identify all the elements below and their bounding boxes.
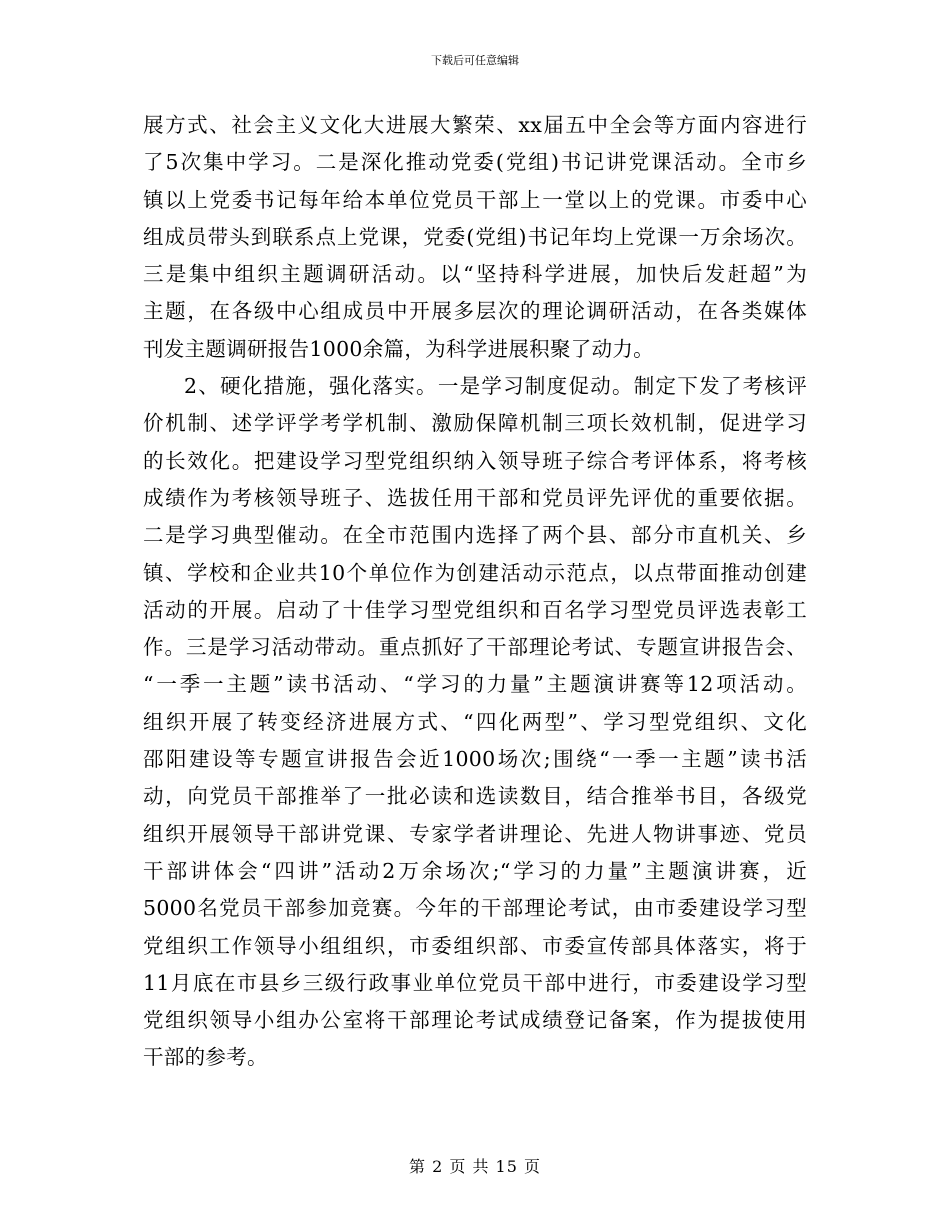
body-line: 了5次集中学习。二是深化推动党委(党组)书记讲党课活动。全市乡 bbox=[143, 150, 807, 175]
body-line: 动，向党员干部推举了一批必读和选读数目，结合推举书目，各级党 bbox=[143, 784, 807, 809]
body-line: 党组织领导小组办公室将干部理论考试成绩登记备案，作为提拔使用 bbox=[143, 1008, 807, 1033]
paragraph-end-line: 刊发主题调研报告1000余篇，为科学进展积聚了动力。 bbox=[143, 336, 654, 361]
body-line: 成绩作为考核领导班子、选拔任用干部和党员评先评优的重要依据。 bbox=[143, 485, 807, 510]
body-line: 5000名党员干部参加竞赛。今年的干部理论考试，由市委建设学习型 bbox=[143, 896, 807, 921]
paragraph-start-line: 2、硬化措施，强化落实。一是学习制度促动。制定下发了考核评 bbox=[184, 374, 807, 399]
body-line: 镇、学校和企业共10个单位作为创建活动示范点，以点带面推动创建 bbox=[143, 560, 807, 585]
body-line: 二是学习典型催动。在全市范围内选择了两个县、部分市直机关、乡 bbox=[143, 523, 807, 548]
body-line: 价机制、述学评学考学机制、激励保障机制三项长效机制，促进学习 bbox=[143, 411, 807, 436]
document-body bbox=[143, 107, 807, 1077]
page-header-note: 下载后可任意编辑 bbox=[431, 54, 519, 67]
body-line: 展方式、社会主义文化大进展大繁荣、xx届五中全会等方面内容进行 bbox=[143, 113, 807, 137]
body-line: “一季一主题”读书活动、“学习的力量”主题演讲赛等12项活动。 bbox=[143, 672, 807, 697]
body-line: 干部讲体会“四讲”活动2万余场次;“学习的力量”主题演讲赛，近 bbox=[143, 858, 807, 883]
paragraph-end-line: 干部的参考。 bbox=[143, 1045, 268, 1070]
body-line: 组织开展了转变经济进展方式、“四化两型”、学习型党组织、文化 bbox=[143, 709, 807, 734]
body-line: 11月底在市县乡三级行政事业单位党员干部中进行，市委建设学习型 bbox=[143, 970, 807, 995]
page-number: 第 2 页 共 15 页 bbox=[409, 1157, 541, 1176]
body-line: 活动的开展。启动了十佳学习型党组织和百名学习型党员评选表彰工 bbox=[143, 597, 807, 622]
body-line: 主题，在各级中心组成员中开展多层次的理论调研活动，在各类媒体 bbox=[143, 299, 807, 324]
body-line: 组织开展领导干部讲党课、专家学者讲理论、先进人物讲事迹、党员 bbox=[143, 821, 807, 846]
body-line: 作。三是学习活动带动。重点抓好了干部理论考试、专题宣讲报告会、 bbox=[143, 635, 807, 660]
body-line: 党组织工作领导小组组织，市委组织部、市委宣传部具体落实，将于 bbox=[143, 933, 807, 958]
body-line: 镇以上党委书记每年给本单位党员干部上一堂以上的党课。市委中心 bbox=[143, 187, 807, 212]
body-line: 三是集中组织主题调研活动。以“坚持科学进展，加快后发赶超”为 bbox=[143, 262, 807, 287]
body-line: 的长效化。把建设学习型党组织纳入领导班子综合考评体系，将考核 bbox=[143, 448, 807, 473]
body-line: 邵阳建设等专题宣讲报告会近1000场次;围绕“一季一主题”读书活 bbox=[143, 747, 807, 772]
body-line: 组成员带头到联系点上党课，党委(党组)书记年均上党课一万余场次。 bbox=[143, 224, 807, 249]
